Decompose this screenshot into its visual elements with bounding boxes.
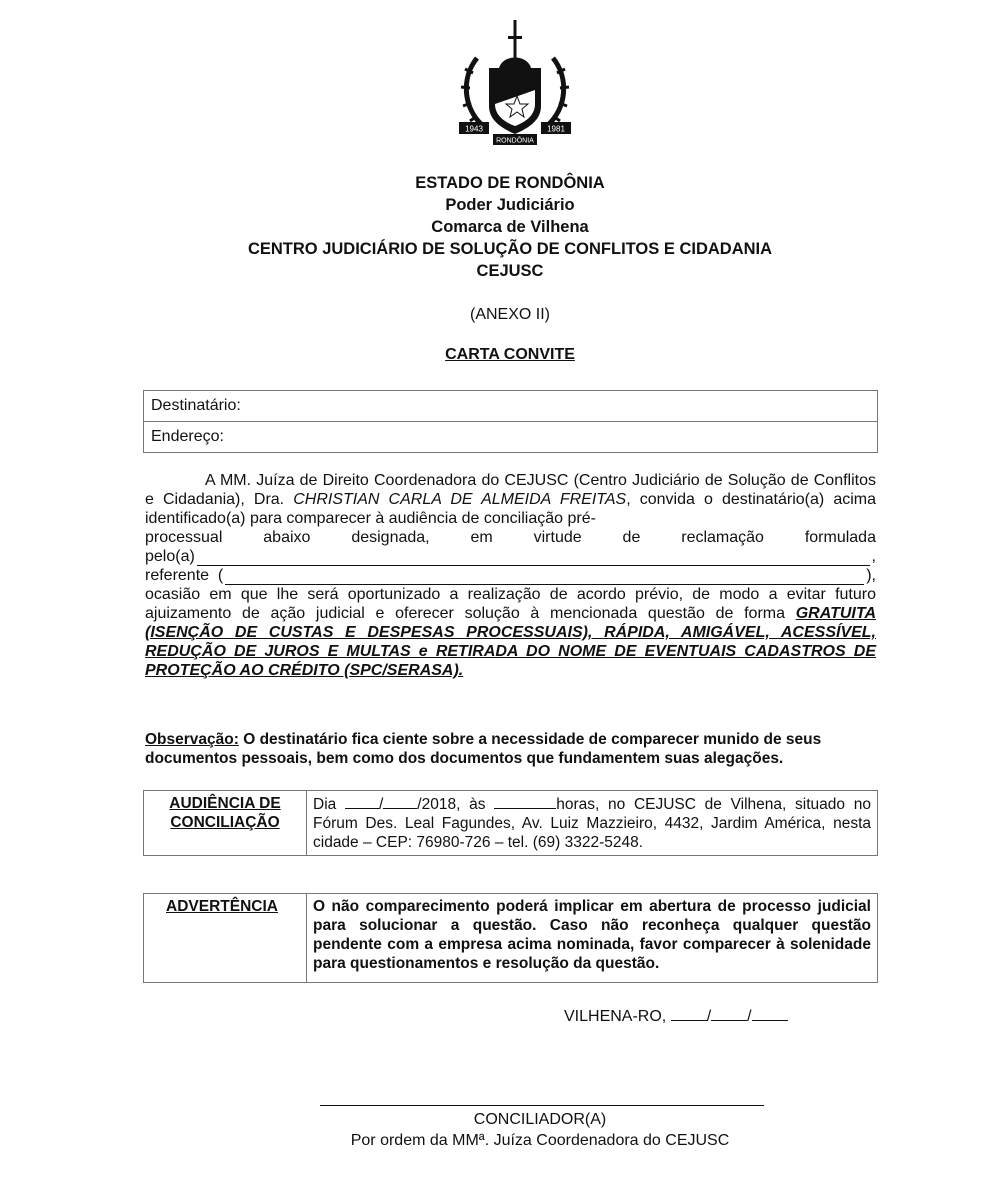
hearing-month-blank[interactable] [383, 794, 417, 809]
complainant-line [145, 547, 876, 566]
signature-block [0, 1109, 1000, 1151]
reference-blank[interactable] [225, 570, 864, 585]
document-title: CARTA CONVITE [445, 346, 575, 363]
signature-authority: Por ordem da MMª. Juíza Coordenadora do CEJUSC [350, 1132, 730, 1149]
annex-label: (ANEXO II) [469, 306, 550, 323]
hearing-location: horas, no CEJUSC de Vilhena, situado no Fórum Des. Leal Fagundes, Av. Luiz Mazzieiro, 4432, Jardim América, nesta cidade – CEP: 76980-726 – tel. (69) 3322-5248. [313, 796, 871, 851]
coat-of-arms-rondonia-icon [455, 18, 575, 148]
complainant-blank[interactable] [197, 551, 870, 566]
invitation-text-b: , convida o destinatário(a) acima identificado(a) para comparecer à audiência de conciliação pré- [145, 491, 876, 527]
seal-year-left: 1943 [465, 124, 483, 134]
invitation-text-a: A MM. Juíza de Direito Coordenadora do CEJUSC (Centro Judiciário de Solução de Conflitos e Cidadania), Dra. [145, 472, 876, 508]
word: designada, [351, 529, 430, 546]
header-state: ESTADO DE RONDÔNIA [415, 174, 605, 192]
reference-line [145, 566, 876, 585]
benefits-text: ocasião em que lhe será oportunizado a realização de acordo prévio, de modo a evitar futuro ajuizamento de ação judicial e oferecer solução à mencionada questão de forma [145, 586, 876, 622]
header-branch: Poder Judiciário [445, 196, 575, 214]
warning-table [143, 893, 878, 983]
word: processual [145, 529, 223, 546]
hearing-year: /2018, às [417, 796, 486, 813]
complainant-label: pelo(a) [145, 548, 195, 565]
word: de [622, 529, 641, 546]
date-slash: / [706, 1008, 712, 1025]
hearing-slash: / [378, 796, 384, 813]
place-city: VILHENA-RO, [564, 1008, 667, 1025]
hearing-label: AUDIÊNCIA DE CONCILIAÇÃO [144, 791, 307, 855]
reference-end: ), [866, 567, 876, 584]
invitation-paragraph [145, 471, 876, 528]
hearing-day-label: Dia [313, 796, 337, 813]
warning-label: ADVERTÊNCIA [144, 894, 307, 982]
warning-text: O não comparecimento poderá implicar em abertura de processo judicial para solucionar a questão. Caso não reconheça qualquer questão pendente com a empresa acima nominada, favor comparecer à solenidade para questionamentos e resolução da questão. [313, 898, 871, 972]
place-date-line [564, 1006, 788, 1026]
hearing-time-blank[interactable] [494, 794, 556, 809]
signature-role: CONCILIADOR(A) [473, 1111, 607, 1128]
justified-line [145, 528, 876, 547]
header-center: CENTRO JUDICIÁRIO DE SOLUÇÃO DE CONFLITOS E CIDADANIA [247, 240, 773, 258]
reference-label: referente ( [145, 567, 224, 584]
observation-label: Observação: [145, 731, 239, 748]
letterhead [0, 172, 1000, 282]
recipient-field[interactable]: Destinatário: [151, 397, 241, 414]
hearing-table [143, 790, 878, 856]
observation-text: O destinatário fica ciente sobre a necessidade de comparecer munido de seus documentos pessoais, bem como dos documentos que fundamentem suas alegações. [145, 731, 822, 767]
judge-name: CHRISTIAN CARLA DE ALMEIDA FREITAS [293, 491, 627, 508]
hearing-details [307, 791, 877, 855]
benefits-paragraph [145, 585, 876, 680]
observation-note [145, 730, 880, 768]
benefits-emphasis: GRATUITA (ISENÇÃO DE CUSTAS E DESPESAS PROCESSUAIS), RÁPIDA, AMIGÁVEL, ACESSÍVEL, REDUÇÃO DE JUROS E MULTAS e RETIRADA DO NOME DE EVENTUAIS CADASTROS DE PROTEÇÃO AO CRÉDITO (SPC/SERASA). [145, 605, 876, 679]
addressee-box [143, 390, 878, 453]
word: formulada [804, 529, 876, 546]
date-day-blank[interactable] [671, 1006, 707, 1021]
complainant-end: , [871, 548, 876, 565]
word: reclamação [681, 529, 764, 546]
invitation-body [145, 471, 876, 680]
word: em [470, 529, 493, 546]
hearing-day-blank[interactable] [345, 794, 379, 809]
date-month-blank[interactable] [711, 1006, 747, 1021]
word: virtude [533, 529, 582, 546]
header-district: Comarca de Vilhena [431, 218, 589, 236]
header-acronym: CEJUSC [476, 262, 544, 280]
address-field[interactable]: Endereço: [144, 421, 877, 452]
word: abaixo [263, 529, 311, 546]
seal-ribbon-text: RONDÔNIA [496, 137, 534, 145]
seal-year-right: 1981 [547, 124, 565, 134]
date-slash: / [747, 1008, 752, 1025]
signature-line[interactable] [320, 1105, 764, 1106]
date-year-blank[interactable] [752, 1006, 788, 1021]
